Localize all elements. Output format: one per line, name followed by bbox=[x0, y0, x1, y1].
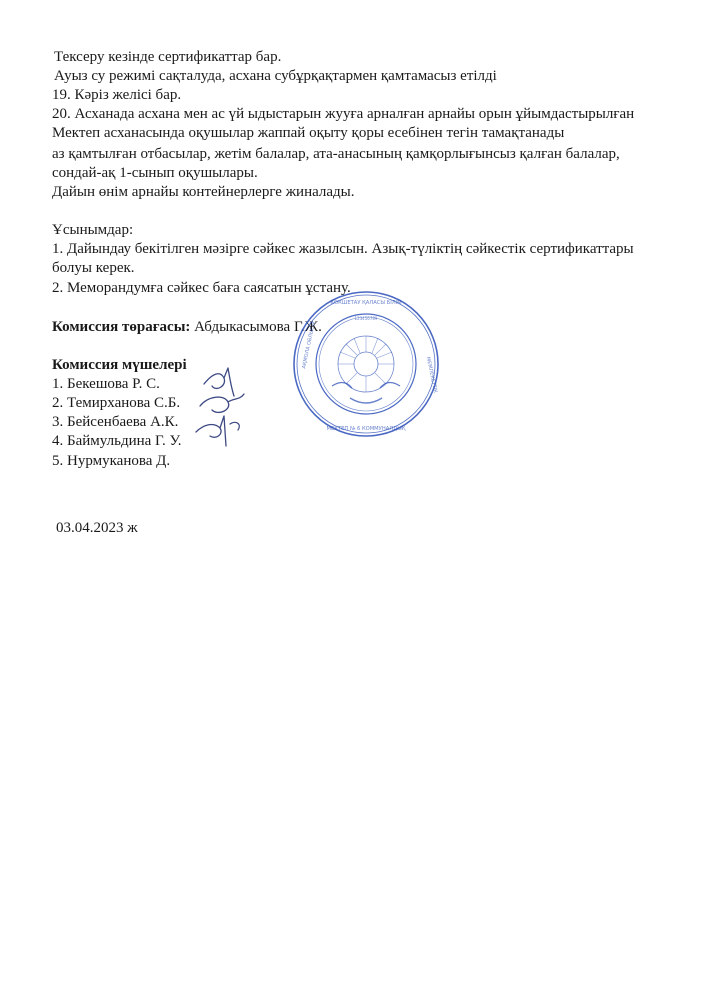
text-line: аз қамтылған отбасылар, жетім балалар, ата-анасының қамқорлығынсыз қалған балалар, bbox=[52, 146, 620, 162]
svg-text:123456789: 123456789 bbox=[354, 316, 378, 321]
text-line: 19. Кәріз желісі бар. bbox=[52, 87, 182, 103]
member-item: 3. Бейсенбаева А.К. bbox=[52, 414, 179, 430]
svg-text:МЕКТЕП № 6 КОММУНАЛДЫҚ: МЕКТЕП № 6 КОММУНАЛДЫҚ bbox=[326, 426, 406, 432]
official-seal-image bbox=[292, 290, 440, 438]
svg-text:АҚМОЛА ОБЛЫСЫ: АҚМОЛА ОБЛЫСЫ bbox=[301, 321, 317, 370]
text-line: Дайын өнім арнайы контейнерлерге жиналады. bbox=[52, 184, 355, 200]
recommendation-item: болуы керек. bbox=[52, 260, 135, 276]
commission-chair bbox=[52, 318, 322, 336]
text-line: сондай-ақ 1-сынып оқушылары. bbox=[52, 165, 258, 181]
chair-name: Абдыкасымова Г.Ж. bbox=[194, 319, 322, 335]
recommendation-item: 1. Дайындау бекітілген мәзірге сәйкес жазылсын. Азық-түліктің сәйкестік сертификаттары bbox=[52, 241, 634, 257]
member-item: 2. Темирханова С.Б. bbox=[52, 395, 181, 411]
recommendation-item: 2. Меморандумға сәйкес баға саясатын ұстану. bbox=[52, 280, 351, 296]
recommendations-heading: Ұсынымдар: bbox=[52, 222, 134, 238]
text-line: 20. Асханада асхана мен ас үй ыдыстарын жууға арналған арнайы орын ұйымдастырылған bbox=[52, 106, 635, 122]
svg-text:МЕМЛЕКЕТТІК: МЕМЛЕКЕТТІК bbox=[424, 356, 439, 394]
svg-text:КӨКШЕТАУ ҚАЛАСЫ БІЛІМ: КӨКШЕТАУ ҚАЛАСЫ БІЛІМ bbox=[330, 300, 402, 306]
text-line: Мектеп асханасында оқушылар жаппай оқыту қоры есебінен тегін тамақтанады bbox=[52, 125, 565, 141]
text-line: Ауыз су режимі сақталуда, асхана субұрқақтармен қамтамасыз етілді bbox=[54, 68, 497, 84]
member-item: 4. Баймульдина Г. У. bbox=[52, 433, 182, 449]
chair-label: Комиссия төрағасы: bbox=[52, 319, 191, 335]
text-line: Тексеру кезінде сертификаттар бар. bbox=[54, 49, 282, 65]
member-item: 1. Бекешова Р. С. bbox=[52, 376, 160, 392]
member-item: 5. Нурмуканова Д. bbox=[52, 453, 171, 469]
handwritten-signatures-image bbox=[194, 366, 252, 456]
document-date: 03.04.2023 ж bbox=[56, 520, 138, 536]
members-heading: Комиссия мүшелері bbox=[52, 357, 187, 373]
